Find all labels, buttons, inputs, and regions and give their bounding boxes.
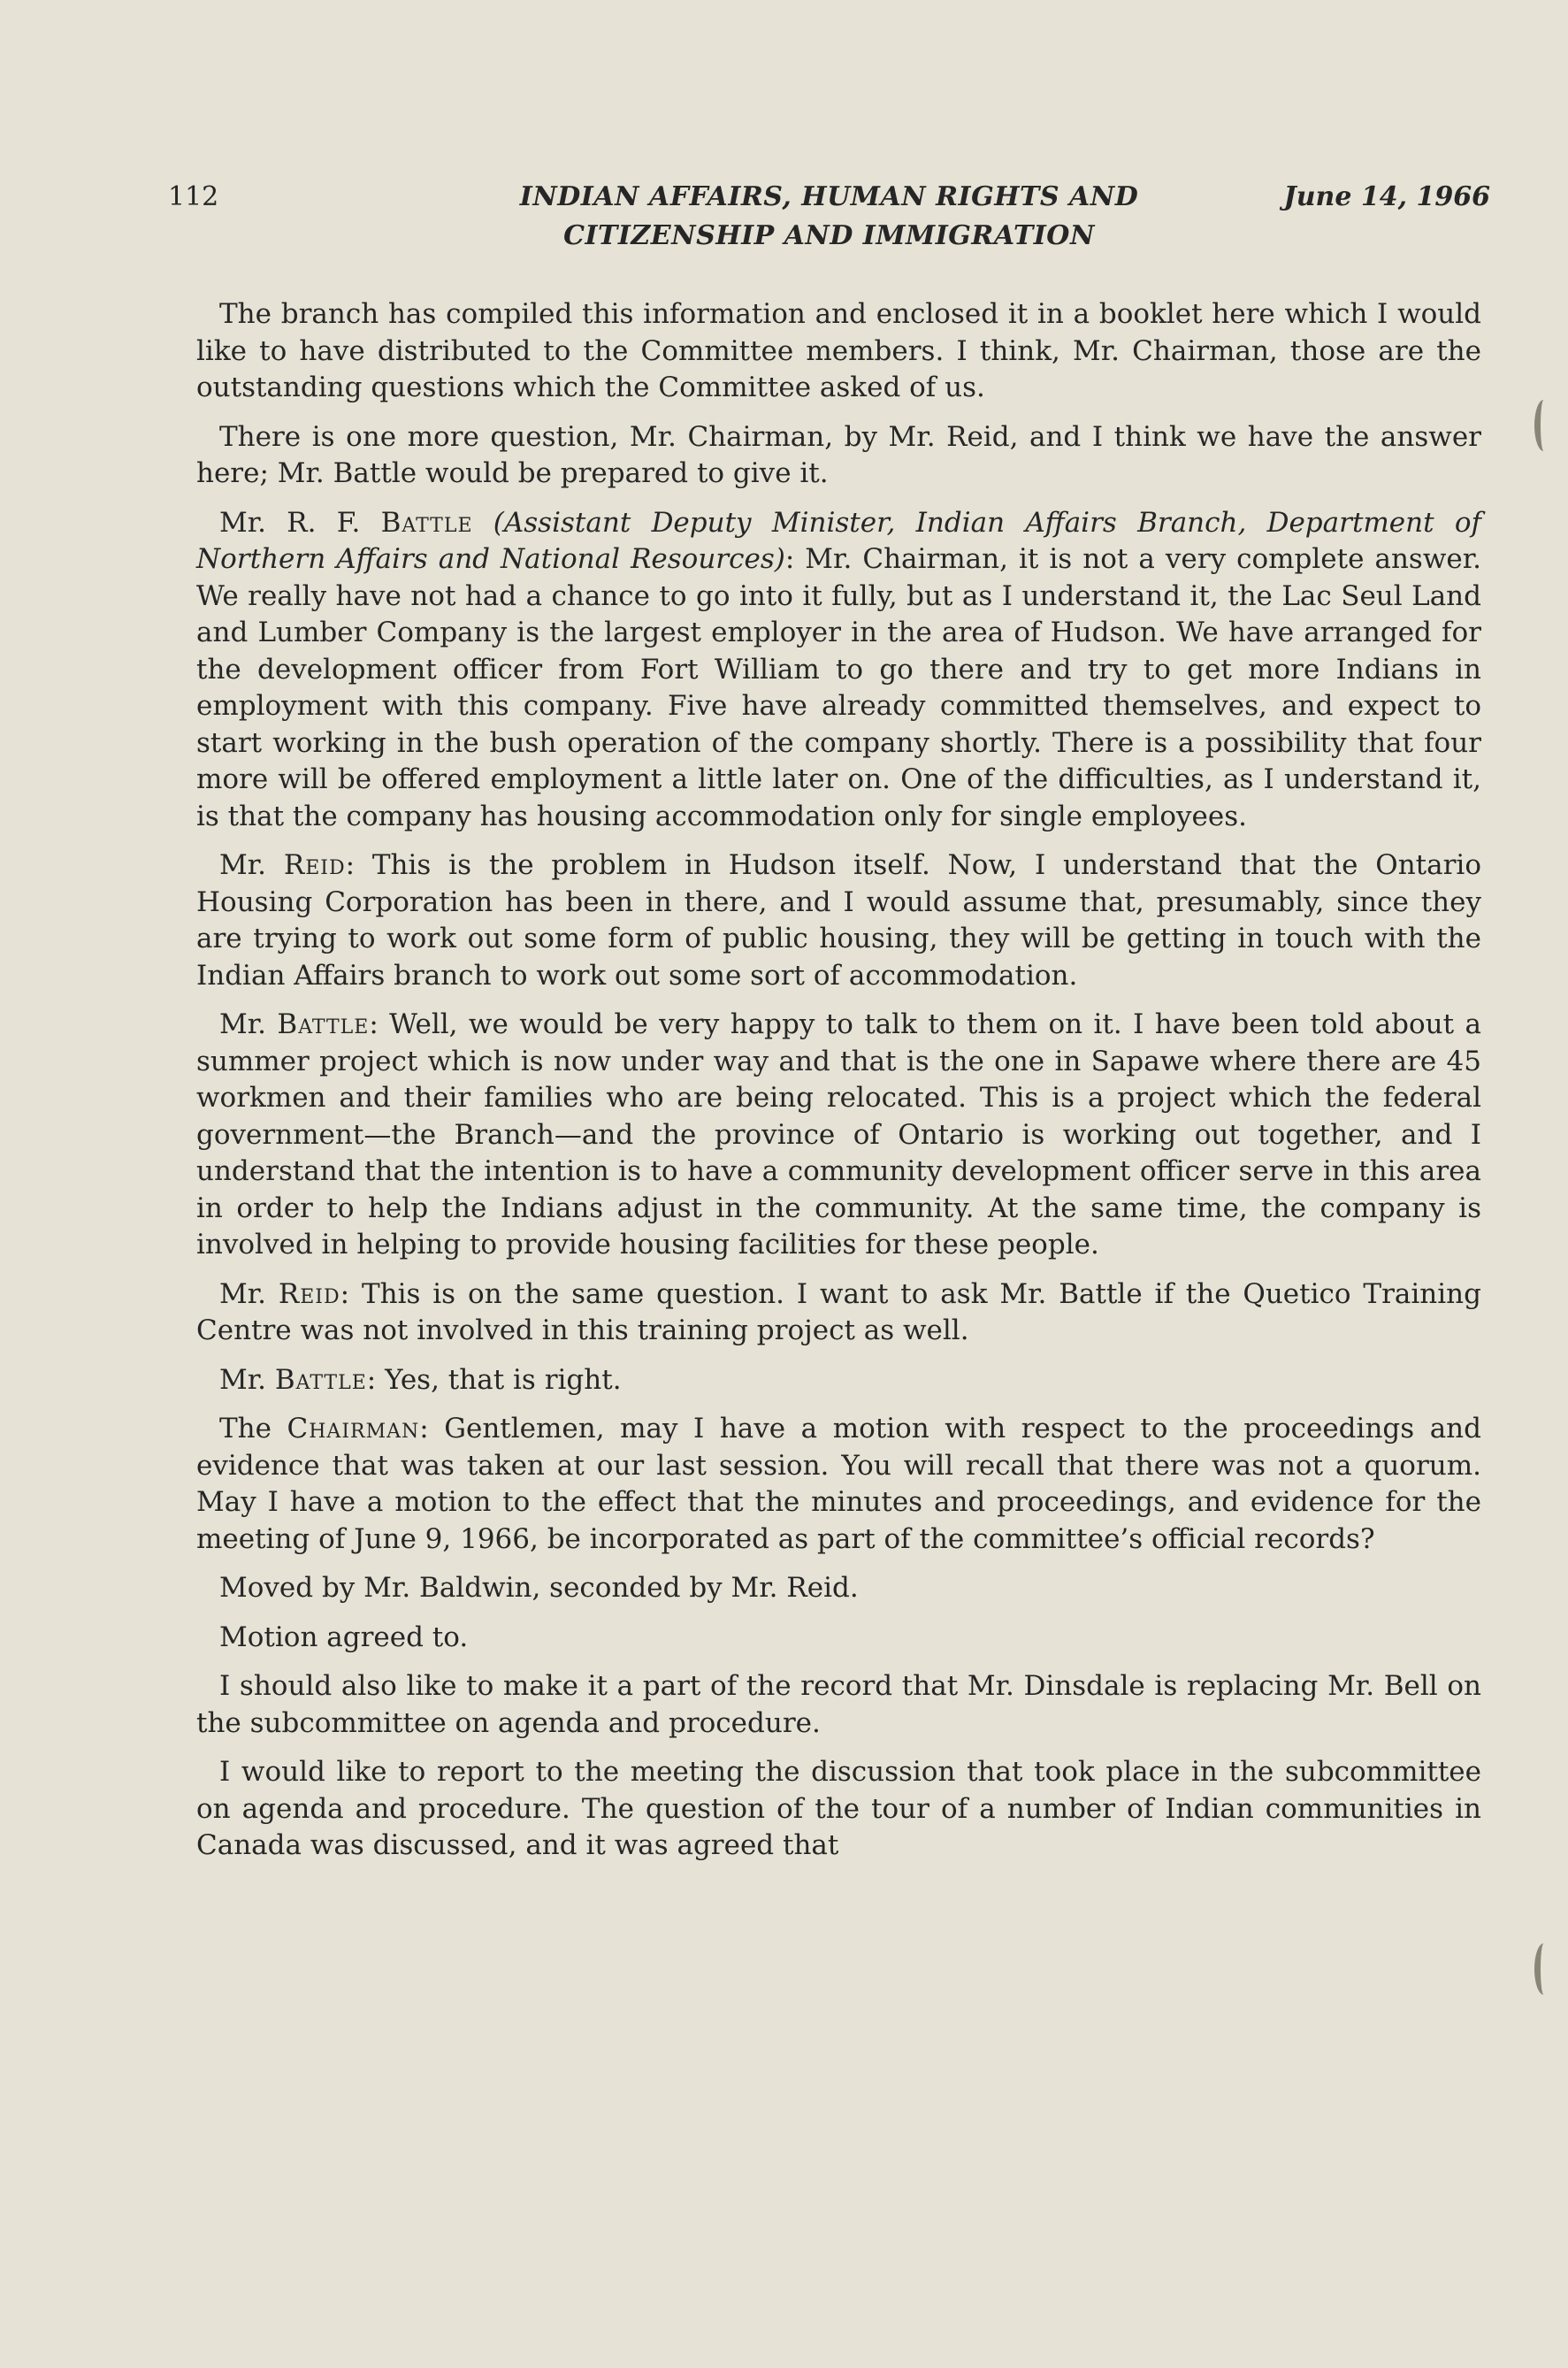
speech-paragraph (196, 505, 1481, 836)
running-title: INDIAN AFFAIRS, HUMAN RIGHTS AND (519, 181, 1139, 212)
speaker-prefix: Mr. R. F. (219, 506, 381, 539)
speech-text: : Well, we would be very happy to talk to them on it. I have been told about a summer project which is now under way and that is the one in Sapawe where there are 45 workmen and their families who are being relocated. This is a project which the federal government—the Branch—and the province of Ontario is working out together, and I understand that the intention is to have a community development officer serve in this area in order to help the Indians adjust in the community. At the same time, the company is involved in helping to provide housing facilities for these people. (196, 1008, 1481, 1261)
speaker-prefix: Mr. (219, 1363, 275, 1396)
speaker-affiliation: (Assistant Deputy Minister, Indian Affairs Branch, Department of Northern Affairs and National Resources) (196, 506, 1482, 575)
speech-text: : This is the problem in Hudson itself. Now, I understand that the Ontario Housing Corporation has been in there, and I would assume that, presumably, since they are trying to work out some form of public housing, they will be getting in touch with the Indian Affairs branch to work out some sort of accommodation. (196, 849, 1481, 992)
speech-text: : Yes, that is right. (366, 1363, 622, 1396)
speech-text: : Mr. Chairman, it is not a very complete answer. We really have not had a chance to go into it fully, but as I understand it, the Lac Seul Land and Lumber Company is the largest employer in the area of Hudson. We have arranged for the development officer from Fort William to go there and try to get more Indians in employment with this company. Five have already committed themselves, and expect to start working in the bush operation of the company shortly. There is a possibility that four more will be offered employment a little later on. One of the difficulties, as I understand it, is that the company has housing accommodation only for single employees. (196, 543, 1481, 832)
page-number: 112 (168, 181, 219, 212)
speech-text: : This is on the same question. I want to ask Mr. Battle if the Quetico Training Centre was not involved in this training project as well. (196, 1277, 1481, 1346)
speaker-prefix: The (219, 1413, 287, 1445)
speech-paragraph (196, 1362, 1481, 1399)
paragraph: I would like to report to the meeting the discussion that took place in the subcommittee on agenda and procedure. The question of the tour of a number of Indian communities in Canada was discussed, and it was agreed that (196, 1756, 1481, 1861)
speaker-name: Battle (277, 1008, 370, 1040)
running-title-continued: CITIZENSHIP AND IMMIGRATION (563, 220, 1095, 251)
paragraph: I should also like to make it a part of the record that Mr. Dinsdale is replacing Mr. Bell on the subcommittee on agenda and procedure. (196, 1670, 1481, 1739)
paragraph: Moved by Mr. Baldwin, seconded by Mr. Reid. (219, 1572, 859, 1604)
speaker-name: Reid (278, 1277, 340, 1310)
document-body (196, 296, 1481, 1877)
speech-paragraph (196, 1411, 1481, 1558)
speaker-prefix: Mr. (219, 849, 284, 881)
binding-hole-mark (1534, 1943, 1553, 1995)
speaker-name: Reid (283, 849, 346, 881)
header-date: June 14, 1966 (1283, 181, 1490, 212)
page-header (168, 181, 1490, 261)
speaker-name: Battle (380, 506, 473, 539)
speaker-prefix: Mr. (219, 1277, 279, 1310)
speech-text: : Gentlemen, may I have a motion with respect to the proceedings and evidence that was taken at our last session. You will recall that there was not a quorum. May I have a motion to the effect that the minutes and proceedings, and evidence for the meeting of June 9, 1966, be incorporated as part of the committee’s official records? (196, 1413, 1481, 1555)
speaker-name: Chairman (287, 1413, 420, 1445)
speech-paragraph (196, 847, 1481, 994)
paragraph: Motion agreed to. (219, 1621, 469, 1653)
paragraph: There is one more question, Mr. Chairman, by Mr. Reid, and I think we have the answer here; Mr. Battle would be prepared to give it. (196, 420, 1481, 489)
speech-paragraph (196, 1007, 1481, 1264)
binding-hole-mark (1534, 400, 1553, 451)
speaker-name: Battle (274, 1363, 367, 1396)
speech-paragraph (196, 1276, 1481, 1350)
paragraph: The branch has compiled this information and enclosed it in a booklet here which I would like to have distributed to the Committee members. I think, Mr. Chairman, those are the outstanding questions which the Committee asked of us. (196, 298, 1481, 403)
speaker-prefix: Mr. (219, 1008, 278, 1040)
